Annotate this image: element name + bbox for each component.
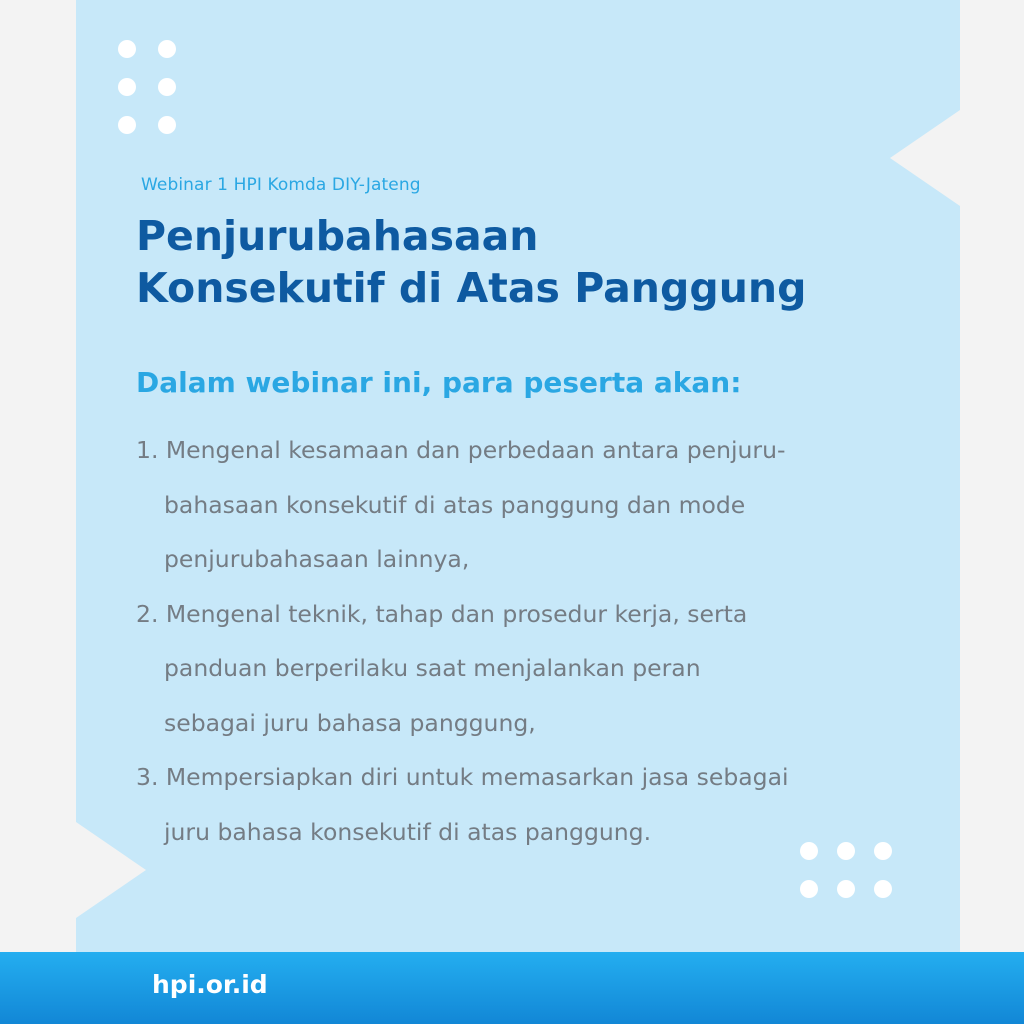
panel-notch-right — [890, 110, 960, 206]
page-title — [136, 210, 806, 314]
list-item-line: bahasaan konsekutif di atas panggung dan mode — [164, 490, 746, 519]
dot — [800, 880, 818, 898]
dot — [158, 40, 176, 58]
list-item-line: sebagai juru bahasa panggung, — [164, 708, 536, 737]
list-item — [136, 423, 926, 587]
dot — [837, 842, 855, 860]
dot — [158, 78, 176, 96]
dot — [118, 116, 136, 134]
webinar-label: Webinar 1 HPI Komda DIY-Jateng — [141, 175, 421, 195]
title-line-2: Konsekutif di Atas Panggung — [136, 264, 807, 312]
section-subtitle: Dalam webinar ini, para peserta akan: — [136, 366, 742, 399]
footer-bar — [0, 952, 1024, 1024]
list-item-line: 2. Mengenal teknik, tahap dan prosedur kerja, serta — [136, 599, 748, 628]
list-item-line: 3. Mempersiapkan diri untuk memasarkan jasa sebagai — [136, 763, 789, 791]
list-item — [136, 587, 926, 751]
list-item-line: penjurubahasaan lainnya, — [164, 545, 470, 573]
decorative-dots-top — [118, 40, 176, 134]
dot — [158, 116, 176, 134]
decorative-dots-bottom — [800, 842, 892, 898]
list-item-line: juru bahasa konsekutif di atas panggung. — [164, 817, 652, 846]
dot — [874, 880, 892, 898]
objectives-list — [136, 423, 926, 859]
list-item-line: 1. Mengenal kesamaan dan perbedaan antara penjuru- — [136, 436, 786, 464]
title-line-1: Penjurubahasaan — [136, 212, 539, 260]
dot — [874, 842, 892, 860]
dot — [118, 40, 136, 58]
dot — [837, 880, 855, 898]
dot — [800, 842, 818, 860]
list-item-line: panduan berperilaku saat menjalankan peran — [164, 654, 701, 682]
dot — [118, 78, 136, 96]
website-link[interactable]: hpi.or.id — [152, 970, 268, 999]
